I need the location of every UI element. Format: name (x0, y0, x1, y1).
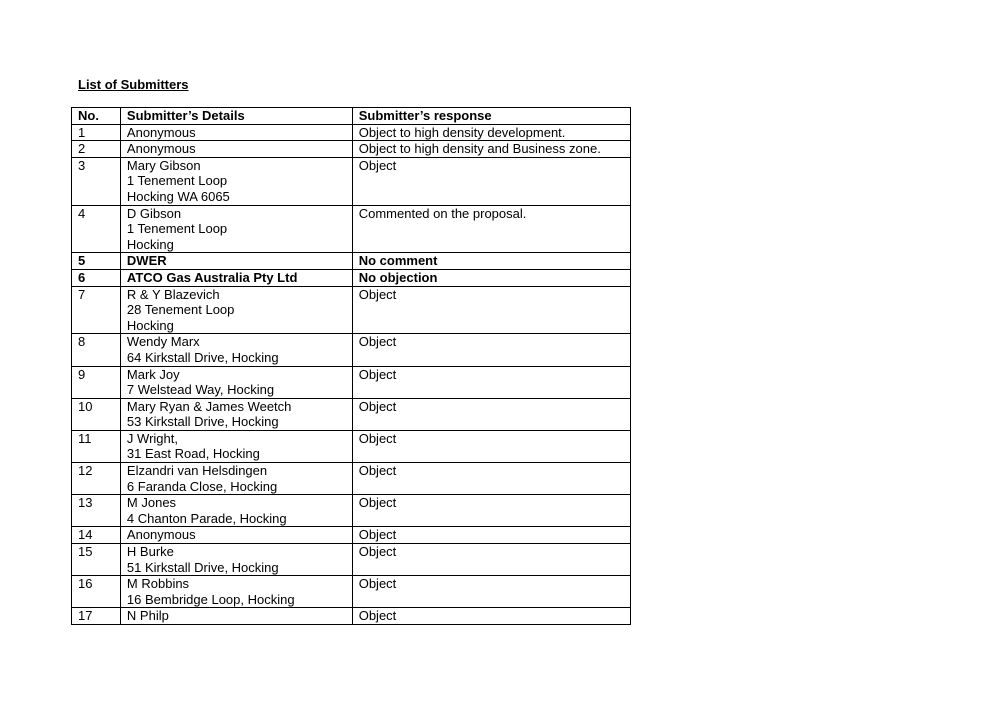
details-line: 4 Chanton Parade, Hocking (126, 510, 287, 526)
cell-details (120, 398, 352, 430)
table-body (72, 124, 631, 624)
details-line: ATCO Gas Australia Pty Ltd (126, 269, 298, 285)
cell-no: 15 (72, 544, 121, 576)
details-line: DWER (126, 253, 167, 269)
cell-no: 14 (72, 527, 121, 544)
cell-details (120, 205, 352, 253)
table-row (72, 527, 631, 544)
details-line: N Philp (126, 608, 169, 624)
details-line: 1 Tenement Loop (126, 221, 228, 237)
details-line: J Wright, (126, 430, 178, 446)
cell-no: 12 (72, 463, 121, 495)
header-no: No. (72, 108, 121, 125)
cell-response: Object (352, 366, 630, 398)
cell-no: 5 (72, 253, 121, 270)
table-row (72, 544, 631, 576)
cell-no: 3 (72, 157, 121, 205)
cell-details (120, 608, 352, 625)
details-line: Elzandri van Helsdingen (126, 463, 268, 479)
details-line: 64 Kirkstall Drive, Hocking (126, 349, 279, 365)
table-row (72, 124, 631, 141)
details-line: Hocking WA 6065 (126, 188, 230, 204)
header-response: Submitter’s response (352, 108, 630, 125)
cell-response: No comment (352, 253, 630, 270)
details-line: D Gibson (126, 205, 182, 221)
cell-response: Object (352, 608, 630, 625)
cell-no: 8 (72, 334, 121, 366)
details-line: Mark Joy (126, 366, 180, 382)
table-row (72, 463, 631, 495)
document-title: List of Submitters (78, 77, 189, 92)
cell-details (120, 253, 352, 270)
cell-response: Object (352, 286, 630, 334)
cell-details (120, 286, 352, 334)
details-line: Anonymous (126, 141, 196, 157)
details-line: Hocking (126, 236, 174, 252)
cell-no: 13 (72, 495, 121, 527)
details-line: 6 Faranda Close, Hocking (126, 478, 278, 494)
cell-response: Object (352, 398, 630, 430)
cell-details (120, 430, 352, 462)
cell-details (120, 124, 352, 141)
table-row (72, 334, 631, 366)
table-row (72, 157, 631, 205)
cell-details (120, 366, 352, 398)
cell-no: 4 (72, 205, 121, 253)
cell-response: Object to high density development. (352, 124, 630, 141)
details-line: M Jones (126, 495, 177, 511)
details-line: Anonymous (126, 124, 196, 140)
details-line: Mary Gibson (126, 157, 201, 173)
cell-details (120, 157, 352, 205)
details-line: Mary Ryan & James Weetch (126, 398, 292, 414)
header-details: Submitter’s Details (120, 108, 352, 125)
table-row (72, 205, 631, 253)
cell-no: 1 (72, 124, 121, 141)
cell-no: 2 (72, 141, 121, 158)
details-line: 28 Tenement Loop (126, 302, 235, 318)
cell-response: No objection (352, 269, 630, 286)
details-line: 7 Welstead Way, Hocking (126, 382, 275, 398)
cell-no: 10 (72, 398, 121, 430)
details-line: 51 Kirkstall Drive, Hocking (126, 559, 279, 575)
cell-response: Object (352, 544, 630, 576)
details-line: 16 Bembridge Loop, Hocking (126, 591, 295, 607)
details-line: M Robbins (126, 576, 190, 592)
cell-response: Object (352, 527, 630, 544)
cell-no: 7 (72, 286, 121, 334)
details-line: H Burke (126, 544, 174, 560)
table-row (72, 269, 631, 286)
cell-details (120, 334, 352, 366)
cell-details (120, 269, 352, 286)
details-line: 31 East Road, Hocking (126, 446, 260, 462)
table-row (72, 495, 631, 527)
details-line: 53 Kirkstall Drive, Hocking (126, 414, 279, 430)
details-line: Anonymous (126, 527, 196, 543)
cell-response: Object (352, 495, 630, 527)
cell-no: 17 (72, 608, 121, 625)
cell-response: Commented on the proposal. (352, 205, 630, 253)
cell-details (120, 527, 352, 544)
cell-details (120, 544, 352, 576)
details-line: 1 Tenement Loop (126, 173, 228, 189)
details-line: R & Y Blazevich (126, 286, 220, 302)
details-line: Wendy Marx (126, 334, 200, 350)
details-line: Hocking (126, 317, 174, 333)
cell-details (120, 141, 352, 158)
table-row (72, 576, 631, 608)
table-row (72, 253, 631, 270)
cell-response: Object (352, 576, 630, 608)
table-row (72, 141, 631, 158)
cell-details (120, 576, 352, 608)
cell-no: 16 (72, 576, 121, 608)
table-row (72, 366, 631, 398)
table-row (72, 286, 631, 334)
table-row (72, 398, 631, 430)
table-header-row (72, 108, 631, 125)
cell-response: Object (352, 430, 630, 462)
cell-response: Object (352, 157, 630, 205)
cell-details (120, 495, 352, 527)
cell-no: 9 (72, 366, 121, 398)
table-row (72, 608, 631, 625)
cell-response: Object (352, 334, 630, 366)
cell-response: Object (352, 463, 630, 495)
cell-details (120, 463, 352, 495)
submitters-table (71, 107, 631, 625)
cell-no: 11 (72, 430, 121, 462)
cell-response: Object to high density and Business zone. (352, 141, 630, 158)
table-row (72, 430, 631, 462)
cell-no: 6 (72, 269, 121, 286)
